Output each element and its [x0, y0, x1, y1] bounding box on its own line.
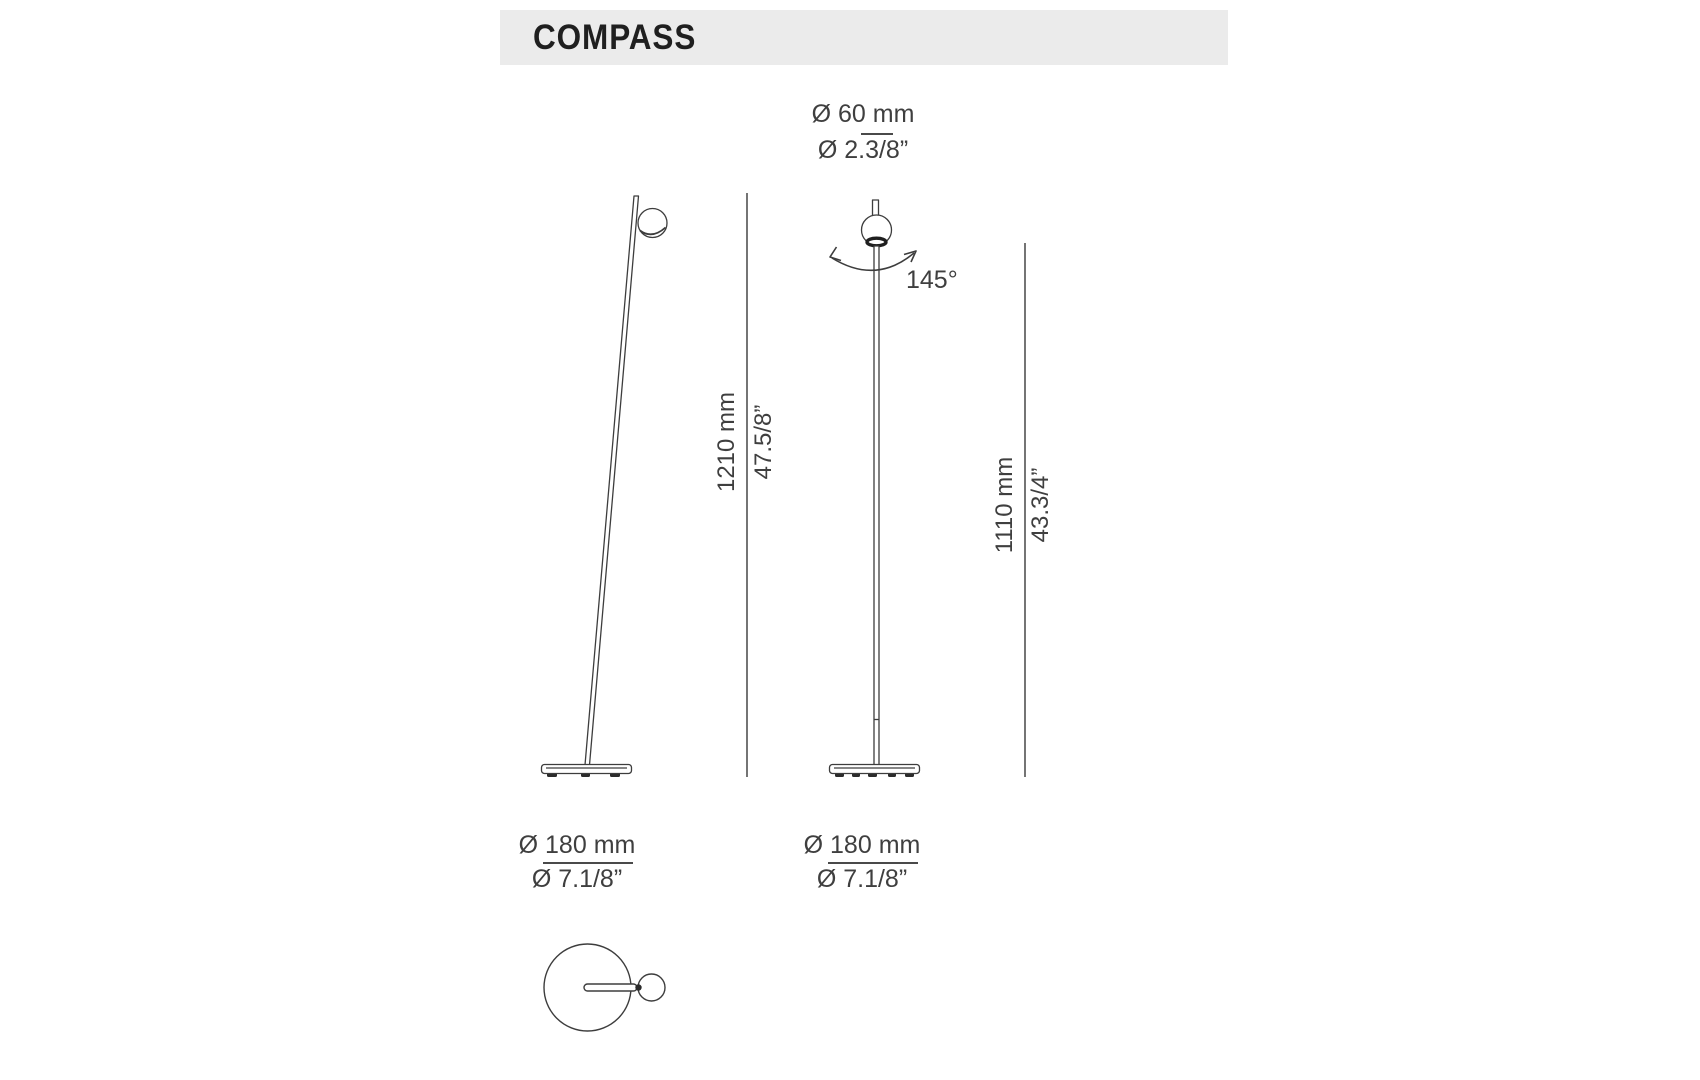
front-head-diameter-in: Ø 2.3/8” [817, 136, 909, 164]
swivel-angle-label: 145° [906, 266, 958, 294]
top-view-drawing [544, 944, 665, 1031]
front-lens [867, 238, 886, 246]
page-title: COMPASS [533, 18, 697, 57]
front-height-in: 43.3/4” [1027, 467, 1054, 543]
side-pole [585, 196, 639, 765]
top-view-head-outline [638, 974, 665, 1001]
side-height-in: 47.5/8” [750, 404, 777, 480]
side-base-plate [542, 765, 632, 774]
front-base-diameter-in: Ø 7.1/8” [816, 865, 908, 893]
head-fraction-bar [861, 133, 893, 135]
side-base-diameter-mm: Ø 180 mm [518, 831, 636, 859]
top-view-arm [584, 984, 637, 991]
side-base-fraction-bar [543, 862, 633, 864]
top-view-pivot-dot [635, 984, 641, 990]
front-base-plate [830, 765, 920, 774]
front-base-fraction-bar [828, 862, 918, 864]
front-head-diameter-mm: Ø 60 mm [811, 100, 915, 128]
swivel-arc [832, 253, 914, 270]
front-height-mm: 1110 mm [991, 456, 1018, 554]
side-base-diameter-in: Ø 7.1/8” [531, 865, 623, 893]
side-height-mm: 1210 mm [713, 391, 740, 493]
side-lamp-head [638, 209, 667, 238]
front-pole [874, 246, 879, 765]
swivel-arrow-left [830, 247, 841, 261]
side-view-drawing [542, 196, 668, 777]
front-base-diameter-mm: Ø 180 mm [803, 831, 921, 859]
